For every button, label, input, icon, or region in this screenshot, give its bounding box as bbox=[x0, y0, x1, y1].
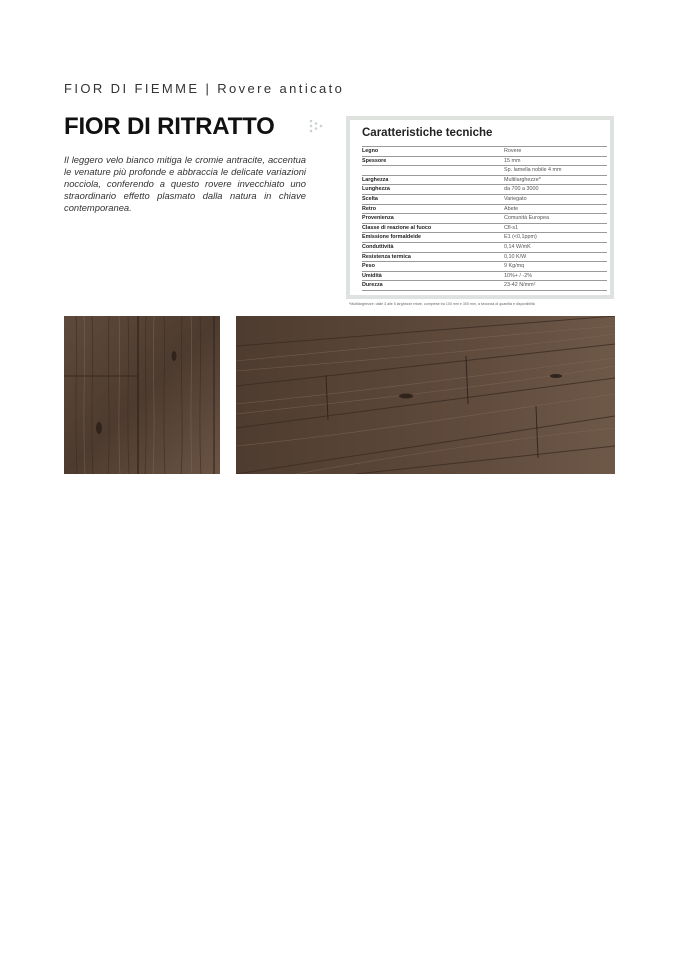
spec-label bbox=[362, 166, 504, 176]
spec-value: Multilarghezze* bbox=[504, 175, 607, 185]
spec-value: 0,10 K/W bbox=[504, 252, 607, 262]
wood-floor-photo-close bbox=[64, 316, 220, 474]
spec-row bbox=[362, 185, 607, 195]
spec-value: 0,14 W/mK bbox=[504, 242, 607, 252]
specs-title: Caratteristiche tecniche bbox=[362, 127, 493, 139]
product-description: Il leggero velo bianco mitiga le cromie antracite, accentua le venature più profonde e abbraccia le delicate variazioni nocciola, conferendo a questo rovere invecchiato uno straordinario effetto plasmato dalla natura in chiave contemporanea. bbox=[64, 154, 306, 214]
spec-value: Variegato bbox=[504, 194, 607, 204]
spec-row bbox=[362, 147, 607, 157]
spec-value: 10%+ / -2% bbox=[504, 271, 607, 281]
spec-value: da 700 a 3000 bbox=[504, 185, 607, 195]
spec-row bbox=[362, 271, 607, 281]
spec-row bbox=[362, 214, 607, 224]
spec-row bbox=[362, 281, 607, 291]
spec-value: E1 (<0,1ppm) bbox=[504, 233, 607, 243]
spec-row bbox=[362, 242, 607, 252]
spec-label: Resistenza termica bbox=[362, 252, 504, 262]
spec-label: Scelta bbox=[362, 194, 504, 204]
spec-label: Lunghezza bbox=[362, 185, 504, 195]
spec-row bbox=[362, 175, 607, 185]
collection-header: FIOR DI FIEMME | Rovere anticato bbox=[64, 81, 345, 96]
spec-value: Sp. lamella nobile 4 mm bbox=[504, 166, 607, 176]
product-title: FIOR DI RITRATTO bbox=[64, 113, 275, 140]
dots-decoration-icon bbox=[308, 118, 326, 134]
spec-label: Conduttività bbox=[362, 242, 504, 252]
specs-table bbox=[362, 146, 607, 291]
spec-label: Retro bbox=[362, 204, 504, 214]
spec-label: Legno bbox=[362, 147, 504, 157]
spec-value: 23-42 N/mm² bbox=[504, 281, 607, 291]
spec-value: 9 Kg/mq bbox=[504, 262, 607, 272]
spec-label: Spessore bbox=[362, 156, 504, 166]
spec-row bbox=[362, 223, 607, 233]
technical-specs-panel bbox=[346, 116, 614, 299]
spec-label: Provenienza bbox=[362, 214, 504, 224]
spec-value: Cfl-s1 bbox=[504, 223, 607, 233]
spec-row bbox=[362, 252, 607, 262]
spec-label: Classe di reazione al fuoco bbox=[362, 223, 504, 233]
spec-label: Umidità bbox=[362, 271, 504, 281]
spec-row bbox=[362, 166, 607, 176]
spec-label: Peso bbox=[362, 262, 504, 272]
spec-row bbox=[362, 262, 607, 272]
wood-floor-photo-room bbox=[236, 316, 615, 474]
spec-value: Abete bbox=[504, 204, 607, 214]
spec-row bbox=[362, 204, 607, 214]
spec-value: 15 mm bbox=[504, 156, 607, 166]
spec-value: Comunità Europea bbox=[504, 214, 607, 224]
spec-row bbox=[362, 233, 607, 243]
spec-label: Durezza bbox=[362, 281, 504, 291]
spec-label: Larghezza bbox=[362, 175, 504, 185]
specs-footnote: *Multilarghezze: dalle 3 alle 5 larghezze miste, comprese tra 100 mm e 300 mm, a seconda di quantità e disponibilità bbox=[349, 302, 535, 306]
spec-row bbox=[362, 156, 607, 166]
spec-label: Emissione formaldeide bbox=[362, 233, 504, 243]
spec-value: Rovere bbox=[504, 147, 607, 157]
spec-row bbox=[362, 194, 607, 204]
